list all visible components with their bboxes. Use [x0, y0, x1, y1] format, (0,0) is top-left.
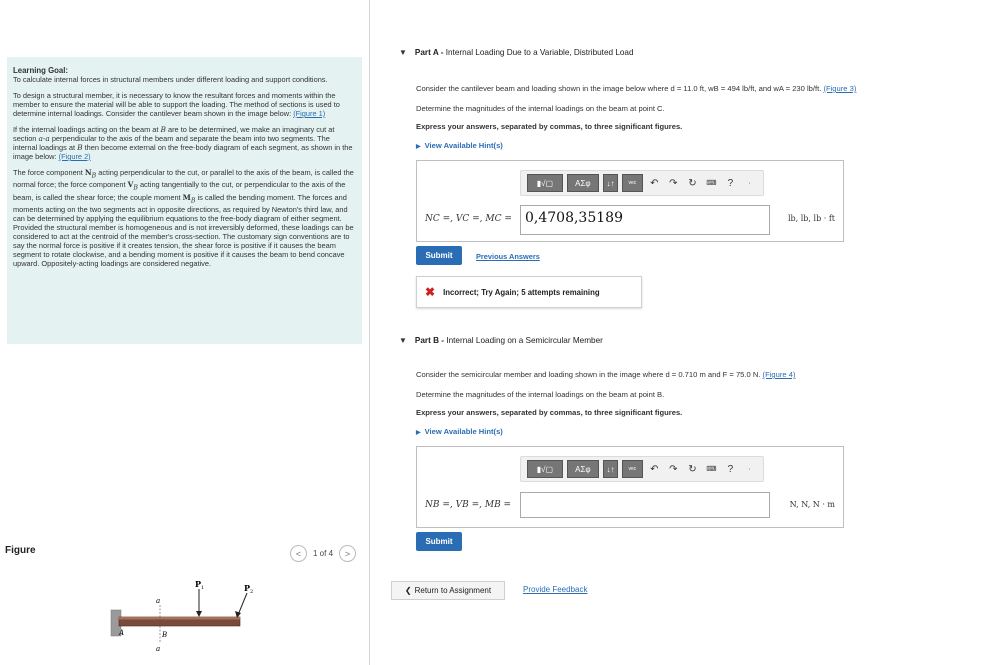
part-a-answer-box — [416, 160, 844, 242]
collapse-triangle-icon[interactable]: ▼ — [399, 336, 407, 345]
part-b-answer-box — [416, 446, 844, 528]
left-panel — [0, 0, 370, 665]
return-to-assignment-button[interactable] — [391, 581, 505, 600]
templates-button[interactable]: ▮√▢ — [527, 174, 563, 192]
right-panel — [371, 0, 982, 665]
arrows-button[interactable]: ↓↑ — [603, 174, 618, 192]
templates-button[interactable]: ▮√▢ — [527, 460, 563, 478]
part-b-determine: Determine the magnitudes of the internal loadings on the beam at point B. — [416, 390, 665, 399]
hint-arrow-icon: ▶ — [416, 144, 421, 150]
part-a-express: Express your answers, separated by commas, to three significant figures. — [416, 122, 683, 131]
greek-symbols-button[interactable]: ΑΣφ — [567, 460, 599, 478]
beam-highlight — [119, 617, 240, 620]
previous-answers-link[interactable]: Previous Answers — [476, 252, 540, 261]
learning-goal-p3 — [13, 168, 356, 268]
p1-arrow-head — [196, 611, 202, 617]
part-a-submit-button[interactable]: Submit — [416, 246, 462, 265]
part-a-problem — [416, 84, 856, 93]
learning-goal-intro — [13, 66, 356, 84]
more-icon[interactable]: · — [748, 465, 751, 473]
learning-goal-p2 — [13, 125, 356, 161]
part-b-problem — [416, 370, 795, 379]
learning-goal-p1 — [13, 91, 356, 118]
p2-arrow-shaft — [238, 593, 247, 615]
A-label: A — [119, 629, 125, 637]
figure-3-link[interactable]: (Figure 3) — [823, 84, 857, 93]
p3-n: N — [84, 168, 92, 177]
next-figure-button[interactable]: > — [339, 545, 356, 562]
part-b-express: Express your answers, separated by commas, to three significant figures. — [416, 408, 683, 417]
figure-heading: Figure — [5, 545, 36, 556]
vector-button[interactable]: vec — [622, 174, 643, 192]
prev-figure-button[interactable]: < — [290, 545, 307, 562]
part-b-title-bold: Part B - — [414, 336, 445, 345]
part-b-header[interactable] — [399, 336, 603, 345]
p2-i: then become external on the free-body diagram of each segment, as shown in the image below: — [13, 143, 353, 161]
p2-label: P — [244, 583, 251, 593]
undo-icon[interactable]: ↶ — [650, 177, 659, 189]
keyboard-icon[interactable]: ⌨ — [706, 180, 717, 187]
p2-h: B — [77, 143, 83, 152]
p2-a: If the internal loadings acting on the beam at — [13, 125, 161, 134]
p2-e: - — [42, 134, 46, 143]
p2-f: a — [45, 134, 50, 143]
help-icon[interactable]: ? — [727, 463, 734, 475]
provide-feedback-link[interactable]: Provide Feedback — [523, 585, 588, 594]
part-b-hint-toggle[interactable] — [416, 427, 503, 436]
p3-vsub: B — [133, 184, 138, 192]
p3-a: The force component — [13, 168, 85, 177]
greek-symbols-button[interactable]: ΑΣφ — [567, 174, 599, 192]
part-a-units: lb, lb, lb · ft — [787, 214, 835, 223]
figure-2-link[interactable]: (Figure 2) — [58, 152, 91, 161]
part-b-math-toolbar — [520, 456, 764, 482]
p1-sub-label: 1 — [201, 585, 205, 591]
part-b-title-rest: Internal Loading on a Semicircular Member — [444, 336, 603, 345]
reset-icon[interactable]: ↻ — [688, 463, 697, 475]
part-a-title — [415, 48, 634, 57]
arrows-button[interactable]: ↓↑ — [603, 460, 618, 478]
part-a-header[interactable] — [399, 48, 634, 57]
keyboard-icon[interactable]: ⌨ — [706, 466, 717, 473]
undo-icon[interactable]: ↶ — [650, 463, 659, 475]
figure-1-link[interactable]: (Figure 1) — [293, 109, 326, 118]
hint-arrow-icon: ▶ — [416, 430, 421, 436]
part-b-hint-text[interactable]: View Available Hint(s) — [424, 427, 503, 436]
part-a-equation-label: NC =, VC =, MC = — [425, 214, 512, 224]
learning-goal-p1-text: To design a structural member, it is necessary to know the resultant forces and moments within the member to ensure the material will be able to support the loading. The method of sections is used to determine internal loadings. Consider the cantilever beam shown in the image below: — [13, 91, 340, 118]
p3-c: acting tangentially to the cut, or perpendicular to the axis of the beam, is called the shear force; the couple moment — [13, 180, 346, 202]
part-a-problem-text: Consider the cantilever beam and loading shown in the image below where d = 11.0 ft, wB = 494 lb/ft, and wA = 230 lb/ft. — [416, 84, 824, 93]
p2-sub-label: 2 — [250, 589, 254, 595]
p2-d: a — [38, 134, 43, 143]
figure-pager-text: 1 of 4 — [313, 549, 334, 558]
part-b-equation-label: NB =, VB =, MB = — [425, 500, 512, 510]
reset-icon[interactable]: ↻ — [688, 177, 697, 189]
part-b-title — [415, 336, 603, 345]
part-b-submit-button[interactable]: Submit — [416, 532, 462, 551]
figure-pager — [290, 545, 356, 562]
part-b-problem-text: Consider the semicircular member and loading shown in the image where d = 0.710 m and F = 75.0 N. — [416, 370, 763, 379]
part-a-hint-text[interactable]: View Available Hint(s) — [424, 141, 503, 150]
part-b-answer-input[interactable] — [520, 492, 770, 518]
p1-label: P — [195, 579, 202, 589]
part-a-determine: Determine the magnitudes of the internal loadings on the beam at point C. — [416, 104, 665, 113]
p3-d: is called the bending moment. The forces and moments acting on the two segments act in opposite directions, as required by Newton's third law, and can be determined by applying the equilibrium equations to the free-body diagram of either segment. Provided the structural member is homogeneous and is not irreversibly deformed, these loadings can be considered to act at the centroid of the member's cross-section. The customary sign conventions are to say the normal force is positive if it creates tension, the shear force is positive if it causes the beam segment to rotate clockwise, and a bending moment is positive if it causes the beam to bend concave upward. Oppositely-acting loadings are considered negative. — [13, 192, 354, 269]
cantilever-beam-figure — [105, 575, 255, 665]
p3-v: V — [127, 180, 134, 190]
p2-c: are to be determined, we make an imaginary cut at section — [13, 125, 335, 143]
p2-g: perpendicular to the axis of the beam and separate the beam into two segments. The internal loadings at — [13, 134, 330, 152]
p3-msub: B — [190, 197, 196, 205]
p3-b: acting perpendicular to the cut, or parallel to the axis of the beam, is called the normal force; the force component — [13, 168, 354, 190]
part-a-hint-toggle[interactable] — [416, 141, 503, 150]
learning-goal-title: Learning Goal: — [13, 66, 69, 75]
part-a-title-rest: Internal Loading Due to a Variable, Distributed Load — [443, 48, 634, 57]
more-icon[interactable]: · — [748, 179, 751, 187]
figure-4-link[interactable]: (Figure 4) — [762, 370, 796, 379]
part-a-math-toolbar — [520, 170, 764, 196]
learning-goal-p0: To calculate internal forces in structural members under different loading and support conditions. — [13, 75, 328, 84]
incorrect-x-icon: ✖ — [425, 285, 436, 299]
chevron-left-icon: ❮ — [404, 586, 412, 595]
part-b-units: N, N, N · m — [789, 500, 835, 509]
part-a-answer-input[interactable]: 0,4708,35189 — [520, 205, 770, 235]
feedback-message — [416, 276, 642, 308]
redo-icon[interactable]: ↷ — [669, 463, 678, 475]
B-label: B — [162, 631, 168, 639]
vector-button[interactable]: vec — [622, 460, 643, 478]
part-a-title-bold: Part A - — [414, 48, 444, 57]
help-icon[interactable]: ? — [727, 177, 734, 189]
return-label: Return to Assignment — [414, 586, 492, 595]
p3-nsub: B — [91, 172, 97, 180]
feedback-text: Incorrect; Try Again; 5 attempts remaining — [443, 287, 600, 297]
a-top-label: a — [156, 597, 161, 605]
a-bottom-label: a — [156, 645, 161, 653]
p3-m: M — [182, 192, 191, 202]
learning-goal-box — [7, 57, 362, 344]
redo-icon[interactable]: ↷ — [669, 177, 678, 189]
p2-b: B — [160, 125, 166, 134]
collapse-triangle-icon[interactable]: ▼ — [399, 48, 407, 57]
